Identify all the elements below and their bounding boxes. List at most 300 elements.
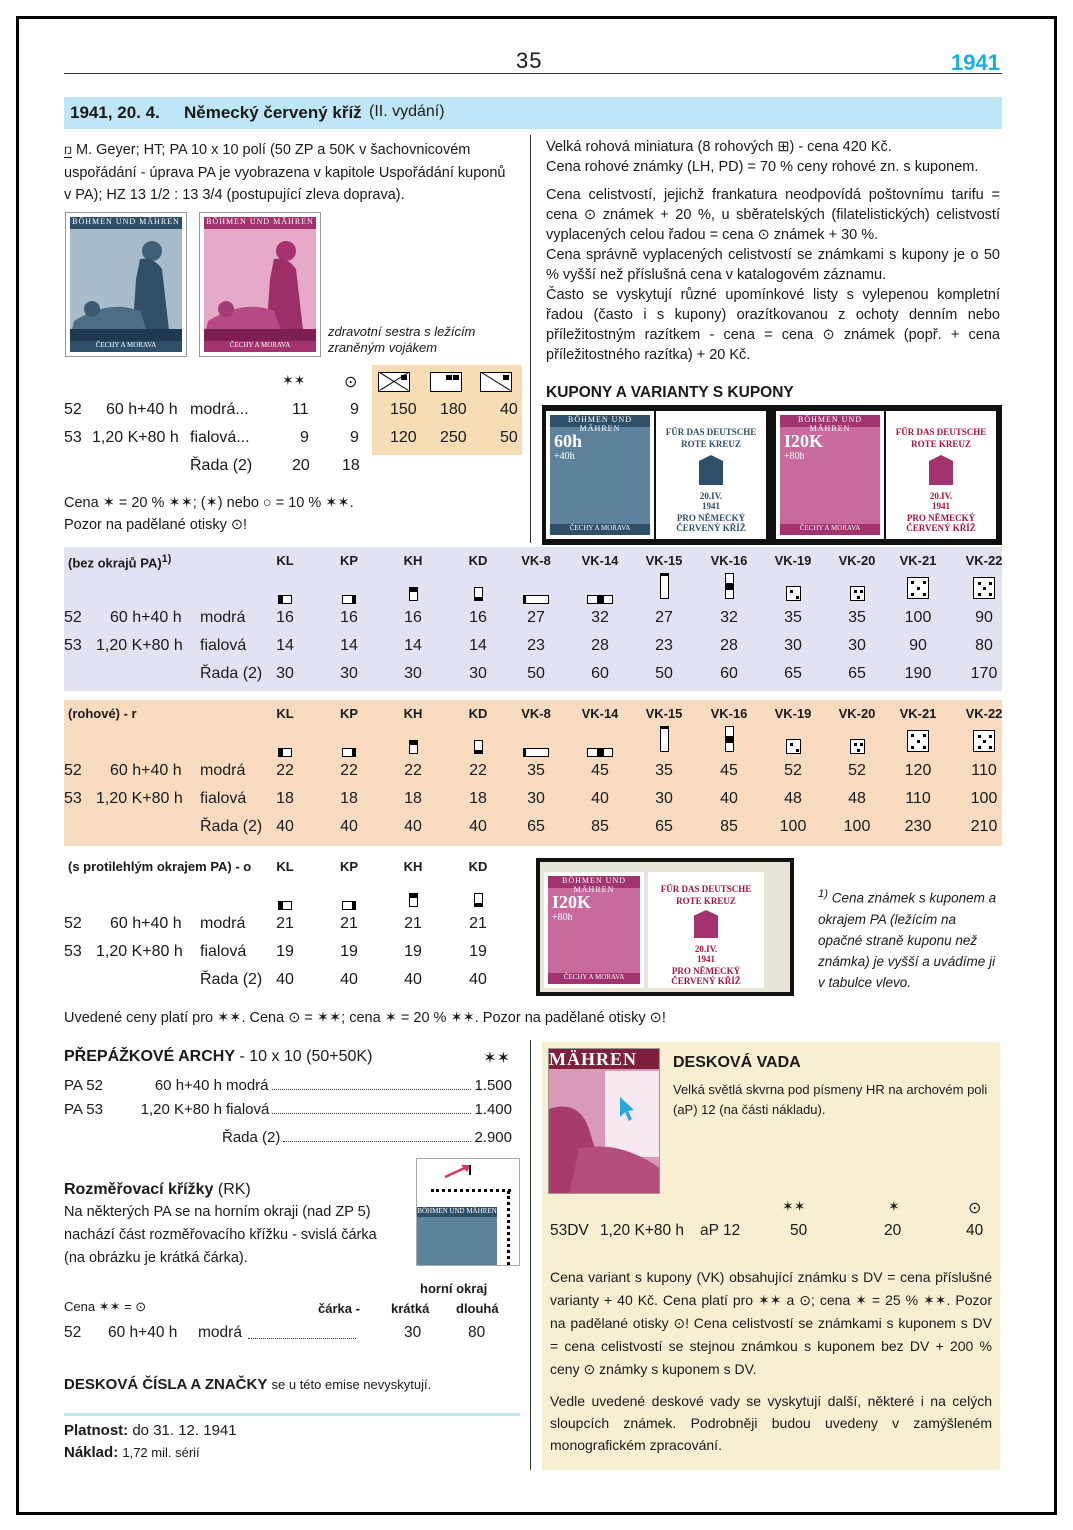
stamp-60h-image — [66, 213, 186, 356]
price-cover-2: 250 — [440, 429, 467, 446]
position-diagram-icon — [409, 740, 418, 754]
stamp-footer: ČECHY A MORAVA — [70, 341, 182, 352]
position-diagram-icon — [587, 595, 613, 604]
col-header-vk-16: VK-16 — [710, 553, 748, 568]
intro-line — [64, 139, 522, 162]
col-icon-holder — [342, 590, 356, 607]
vada-id: 53DV — [550, 1222, 589, 1239]
cat-no: 53 — [64, 790, 82, 807]
col-header-vk-19: VK-19 — [774, 553, 812, 568]
prepazkove-col-mint: ✶✶ — [483, 1050, 510, 1067]
price-vk-8: 27 — [527, 609, 545, 626]
naklad-value: 1,72 mil. sérií — [122, 1445, 200, 1460]
position-diagram-icon — [409, 587, 418, 601]
col-icon-holder — [786, 737, 801, 754]
position-diagram-icon — [523, 595, 549, 604]
position-diagram-icon — [660, 573, 669, 599]
stamp-value-main: I20K — [784, 431, 824, 451]
position-diagram-icon — [660, 726, 669, 752]
price-kl: 40 — [276, 818, 294, 835]
coupon-text-3: PRO NĚMECKÝ — [676, 513, 746, 523]
cat-no: 52 — [64, 1324, 82, 1341]
face-value: 1,20 K+80 h — [96, 790, 183, 807]
price-kd: 19 — [469, 943, 487, 960]
prepazkove-section — [64, 1048, 512, 1146]
stamp-value — [552, 894, 591, 926]
variant-table-bez — [0, 553, 1073, 693]
col-header-vk-19: VK-19 — [774, 706, 812, 721]
table-title: (rohové) - r — [68, 706, 137, 721]
vada-col-used: ⊙ — [968, 1200, 982, 1217]
nurse-illustration — [204, 229, 316, 349]
deskova-vada-box — [542, 1042, 1000, 1470]
prepazkove-row — [64, 1070, 512, 1094]
price-vk-8: 30 — [527, 790, 545, 807]
vada-value: 1,20 K+80 h — [600, 1222, 685, 1239]
price-kh: 21 — [404, 915, 422, 932]
col-header-kp: KP — [339, 706, 359, 721]
cover-icon-2 — [430, 372, 462, 392]
page-header — [64, 48, 1002, 74]
pa-value: 1,20 K+80 h — [140, 1101, 222, 1118]
margin-coupon-image — [536, 858, 794, 996]
title-band — [64, 97, 1002, 129]
price-vk-20: 35 — [848, 609, 866, 626]
position-diagram-icon — [523, 748, 549, 757]
price-kl: 18 — [276, 790, 294, 807]
caption-line-1: zdravotní sestra s ležícím — [328, 324, 476, 339]
face-value: 60 h+40 h — [108, 1324, 178, 1341]
rk-image — [416, 1158, 520, 1266]
price-kp: 30 — [340, 665, 358, 682]
stamp-color: fialová — [200, 637, 247, 654]
col-header-vk-22: VK-22 — [965, 706, 1003, 721]
rk-head-top: horní okraj — [420, 1281, 488, 1296]
footnote-mark: 1) — [161, 553, 172, 565]
position-diagram-icon — [409, 893, 418, 907]
col-header-vk-21: VK-21 — [899, 553, 937, 568]
col-icon-holder — [587, 743, 613, 760]
col-icon-holder — [409, 585, 418, 602]
vada-price-hinged: 20 — [884, 1222, 902, 1239]
stamp-color: modrá — [200, 915, 246, 932]
vada-price-mint: 50 — [790, 1222, 808, 1239]
price-vk-8: 50 — [527, 665, 545, 682]
intro-line-1: M. Geyer; HT; PA 10 x 10 polí (50 ZP a 50K v šachovnicovém — [76, 142, 471, 158]
stamp-header: BÖHMEN UND MÄHREN — [548, 876, 640, 888]
cover-icon-3 — [480, 372, 512, 392]
price-vk-15: 27 — [655, 609, 673, 626]
col-mint: ✶✶ — [282, 372, 306, 388]
position-diagram-icon — [907, 577, 929, 599]
rk-col-kratka: krátká — [391, 1301, 430, 1316]
price-notes — [64, 492, 354, 536]
col-header-vk-16: VK-16 — [710, 706, 748, 721]
coupon-date-2: 1941 — [697, 954, 715, 964]
cat-no: 53 — [64, 429, 82, 446]
pa-color: fialová — [226, 1101, 270, 1118]
coupon-text-2: ROTE KREUZ — [681, 439, 741, 449]
variant-table-rohove — [0, 706, 1073, 846]
price-vk-8: 23 — [527, 637, 545, 654]
position-diagram-icon — [278, 901, 292, 910]
price-vk-20: 65 — [848, 665, 866, 682]
stamp-caption — [328, 324, 475, 356]
position-diagram-icon — [342, 901, 356, 910]
cover-icon-1 — [378, 372, 410, 392]
footnote — [818, 884, 1000, 993]
rk-title: Rozměřovací křížky — [64, 1181, 214, 1198]
price-vk-21: 90 — [909, 637, 927, 654]
price-vk-22: 100 — [970, 790, 998, 807]
col-header-kh: KH — [403, 706, 423, 721]
stamp-color: modrá — [200, 762, 246, 779]
price-vk-19: 52 — [784, 762, 802, 779]
right-column-text — [546, 137, 1000, 365]
stamp-color: fialová... — [190, 429, 250, 446]
price-kp: 40 — [340, 818, 358, 835]
price-kh: 14 — [404, 637, 422, 654]
price-kh: 40 — [404, 818, 422, 835]
rk-price-dlouha: 80 — [468, 1324, 486, 1341]
col-icon-holder — [660, 726, 669, 752]
price-vk-22: 170 — [970, 665, 998, 682]
position-diagram-icon — [725, 726, 734, 752]
stamp-value-main: I20K — [552, 892, 592, 912]
vada-price-used: 40 — [966, 1222, 984, 1239]
stamp-value — [554, 433, 582, 465]
issue-date: 1941, 20. 4. — [70, 103, 160, 122]
col-header-vk-14: VK-14 — [581, 706, 619, 721]
price-vk-21: 230 — [904, 818, 932, 835]
position-diagram-icon — [474, 893, 483, 907]
price-kl: 14 — [276, 637, 294, 654]
price-kd: 16 — [469, 609, 487, 626]
price-kd: 21 — [469, 915, 487, 932]
price-kl: 22 — [276, 762, 294, 779]
stamp-value-main: 60h — [554, 431, 583, 451]
col-header-vk-8: VK-8 — [521, 706, 551, 721]
col-icon-holder — [725, 573, 734, 599]
table-title: (s protilehlým okrajem PA) - o — [68, 859, 252, 874]
coupon-text-1: FÜR DAS DEUTSCHE — [660, 884, 752, 894]
position-diagram-icon — [786, 586, 801, 601]
page-year: 1941 — [951, 50, 1000, 75]
stamp-color: modrá — [200, 609, 246, 626]
plate-flaw-text: MÄHREN — [549, 1049, 660, 1069]
intro-text — [64, 139, 522, 206]
price-cover-3: 50 — [500, 429, 518, 446]
col-icon-holder — [907, 577, 929, 599]
stamp-value — [784, 433, 823, 465]
price-vk-16: 28 — [720, 637, 738, 654]
price-vk-22: 210 — [970, 818, 998, 835]
face-value: 1,20 K+80 h — [96, 943, 183, 960]
price-vk-20: 48 — [848, 790, 866, 807]
col-header-kl: KL — [276, 553, 294, 568]
col-header-vk-20: VK-20 — [838, 706, 876, 721]
coupon-text-4: ČERVENÝ KŘÍŽ — [906, 523, 976, 533]
face-value: 1,20 K+80 h — [92, 429, 179, 446]
price-used: 9 — [350, 401, 359, 418]
price-vk-20: 52 — [848, 762, 866, 779]
stamp-120k-image — [200, 213, 320, 356]
price-note-1: Cena ✶ = 20 % ✶✶; (✶) nebo ○ = 10 % ✶✶. — [64, 495, 354, 511]
red-cross-eagle-icon — [694, 910, 718, 938]
col-icon-holder — [342, 743, 356, 760]
naklad-label: Náklad: — [64, 1444, 119, 1461]
coupon-text-4: ČERVENÝ KŘÍŽ — [671, 976, 741, 986]
price-kp: 22 — [340, 762, 358, 779]
vada-title: DESKOVÁ VADA — [673, 1054, 801, 1071]
stamp-color: modrá — [198, 1324, 242, 1341]
stamp-footer: ČECHY A MORAVA — [550, 524, 650, 535]
col-header-kp: KP — [339, 859, 359, 874]
price-kd: 22 — [469, 762, 487, 779]
vada-description: Velká světlá skvrna pod písmeny HR na archovém poli (aP) 12 (na části nákladu). — [673, 1082, 988, 1117]
col-header-kh: KH — [403, 553, 423, 568]
price-vk-16: 32 — [720, 609, 738, 626]
position-diagram-icon — [587, 748, 613, 757]
price-vk-16: 85 — [720, 818, 738, 835]
col-header-vk-15: VK-15 — [645, 553, 683, 568]
col-header-vk-8: VK-8 — [521, 553, 551, 568]
prepazkove-series — [64, 1118, 512, 1146]
price-vk-8: 35 — [527, 762, 545, 779]
price-kh: 30 — [404, 665, 422, 682]
price-vk-21: 190 — [904, 665, 932, 682]
intro-line-2: uspořádání - úprava PA je vyobrazena v kapitole Uspořádání kuponů — [64, 165, 506, 181]
col-icon-holder — [907, 730, 929, 752]
stamp-header: BÖHMEN UND MÄHREN — [780, 415, 880, 427]
price-vk-19: 48 — [784, 790, 802, 807]
price-vk-19: 35 — [784, 609, 802, 626]
pa-value: 60 h+40 h — [154, 1077, 222, 1094]
platnost-label: Platnost: — [64, 1422, 129, 1439]
price-kl: 40 — [276, 971, 294, 988]
position-diagram-icon — [278, 748, 292, 757]
stamp-value-sub: +80h — [552, 912, 573, 923]
col-icon-holder — [523, 590, 549, 607]
price-vk-15: 30 — [655, 790, 673, 807]
stamp-value-sub: +80h — [784, 451, 805, 462]
rk-text-3: (na obrázku je krátká čárka). — [64, 1250, 248, 1266]
price-used: 9 — [350, 429, 359, 446]
col-header-kd: KD — [468, 553, 488, 568]
price-mint: 9 — [300, 429, 309, 446]
coupon-date-1: 20.IV. — [694, 944, 718, 954]
platnost — [64, 1422, 237, 1439]
series-label: Řada (2) — [200, 971, 263, 988]
pa-color: modrá — [226, 1077, 269, 1094]
rk-col-carka: čárka - — [318, 1301, 360, 1316]
deskova-cisla — [64, 1376, 431, 1393]
vada-col-hinged: ✶ — [888, 1198, 900, 1214]
series-label: Řada (2) — [200, 818, 263, 835]
price-vk-15: 23 — [655, 637, 673, 654]
face-value: 1,20 K+80 h — [96, 637, 183, 654]
position-diagram-icon — [342, 748, 356, 757]
coupon-text-1: FÜR DAS DEUTSCHE — [665, 427, 757, 437]
price-vk-16: 60 — [720, 665, 738, 682]
footnote-mark: 1) — [818, 888, 829, 900]
deskova-cisla-title: DESKOVÁ ČÍSLA A ZNAČKY — [64, 1376, 268, 1393]
price-vk-22: 80 — [975, 637, 993, 654]
pa-price: 1.400 — [474, 1101, 512, 1118]
stamp-header: BÖHMEN UND MÄHREN — [204, 217, 316, 229]
price-vk-15: 35 — [655, 762, 673, 779]
price-vk-14: 32 — [591, 609, 609, 626]
col-icon-holder — [342, 896, 356, 913]
pa-series-label: Řada (2) — [222, 1129, 281, 1146]
stamp-header: BÖHMEN UND MÄHREN — [550, 415, 650, 427]
section-rule — [64, 1413, 520, 1416]
col-icon-holder — [474, 891, 483, 908]
coupon-text-2: ROTE KREUZ — [676, 896, 736, 906]
prepazkove-format: - 10 x 10 (50+50K) — [239, 1048, 373, 1065]
rk-col-dlouha: dlouhá — [456, 1301, 499, 1316]
series-label: Řada (2) — [200, 665, 263, 682]
price-vk-14: 60 — [591, 665, 609, 682]
price-kh: 19 — [404, 943, 422, 960]
vada-position: aP 12 — [700, 1222, 741, 1239]
col-icon-holder — [474, 738, 483, 755]
prepazkove-row — [64, 1094, 512, 1118]
coupon-date-1: 20.IV. — [699, 491, 723, 501]
footnote-text: Cena známek s kuponem a okrajem PA (ležícím na opačné straně kuponu než známka) je vyšší a uvádíme ji v tabulce vlevo. — [818, 890, 997, 990]
stamp-footer: ČECHY A MORAVA — [548, 973, 640, 984]
cat-no: 53 — [64, 637, 82, 654]
kupony-heading: KUPONY A VARIANTY S KUPONY — [546, 384, 794, 401]
price-kd: 14 — [469, 637, 487, 654]
stamp-value-sub: +40h — [554, 451, 575, 462]
rk-suffix: (RK) — [217, 1181, 251, 1198]
position-diagram-icon — [973, 730, 995, 752]
price-kp: 21 — [340, 915, 358, 932]
position-diagram-icon — [725, 573, 734, 599]
price-vk-14: 85 — [591, 818, 609, 835]
col-icon-holder — [973, 730, 995, 752]
coupon-label — [886, 411, 996, 539]
col-header-kl: KL — [276, 859, 294, 874]
stamp-120k-with-coupon — [776, 411, 884, 539]
rk-price-kratka: 30 — [404, 1324, 422, 1341]
col-icon-holder — [409, 891, 418, 908]
stamp-120k-image — [544, 872, 644, 988]
col-icon-holder — [587, 590, 613, 607]
cat-no: 52 — [64, 401, 82, 418]
rk-section — [64, 1178, 414, 1270]
price-kh: 22 — [404, 762, 422, 779]
col-header-kh: KH — [403, 859, 423, 874]
coupon-pairs-image — [542, 405, 1002, 545]
price-cover-2: 180 — [440, 401, 467, 418]
coupon-text-2: ROTE KREUZ — [911, 439, 971, 449]
price-vk-15: 50 — [655, 665, 673, 682]
col-icon-holder — [850, 737, 865, 754]
col-icon-holder — [409, 738, 418, 755]
vada-note-1: Cena variant s kupony (VK) obsahující známku s DV = cena příslušné varianty + 40 Kč. Cena platí pro ✶✶ a ⊙; cena ✶ = 25 % ✶✶. Pozor na padělané otisky ⊙! Cena celistvostí se známkami s kuponem s DV = cena celistvostí se stejnou známkou s kuponem bez DV + 200 % ceny ⊙ známky s kuponem s DV. — [550, 1269, 992, 1377]
price-vk-14: 28 — [591, 637, 609, 654]
column-divider — [530, 135, 531, 543]
price-vk-19: 30 — [784, 637, 802, 654]
stamp-corner — [417, 1207, 497, 1265]
pa-id: PA 52 — [64, 1077, 103, 1094]
col-header-vk-22: VK-22 — [965, 553, 1003, 568]
price-vk-20: 100 — [843, 818, 871, 835]
col-header-kd: KD — [468, 706, 488, 721]
face-value: 60 h+40 h — [106, 401, 178, 418]
price-vk-19: 100 — [779, 818, 807, 835]
price-kl: 21 — [276, 915, 294, 932]
price-kl: 16 — [276, 609, 294, 626]
price-mint: 11 — [292, 401, 309, 418]
col-icon-holder — [278, 590, 292, 607]
rk-text-1: Na některých PA se na horním okraji (nad ZP 5) — [64, 1204, 371, 1220]
price-cover-3: 40 — [500, 401, 518, 418]
col-icon-holder — [786, 584, 801, 601]
price-kd: 40 — [469, 971, 487, 988]
cat-no: 52 — [64, 609, 82, 626]
stamp-header: BÖHMEN UND MÄHREN — [417, 1207, 497, 1215]
face-value: 60 h+40 h — [110, 915, 182, 932]
price-kp: 19 — [340, 943, 358, 960]
intro-line-3: v PA); HZ 13 1/2 : 13 3/4 (postupující zleva doprava). — [64, 187, 405, 203]
coupon-date-2: 1941 — [932, 501, 950, 511]
pa-series-price: 2.900 — [474, 1129, 512, 1146]
coupon-date-1: 20.IV. — [929, 491, 953, 501]
pointer-arrow-icon — [617, 1095, 637, 1125]
cat-no: 52 — [64, 915, 82, 932]
price-kh: 16 — [404, 609, 422, 626]
issue-name: Německý červený kříž — [184, 103, 362, 122]
table-title: (bez okrajů PA)$^{1)}$ — [68, 553, 172, 571]
price-vk-22: 90 — [975, 609, 993, 626]
series-used: 18 — [342, 457, 360, 474]
general-price-note: Uvedené ceny platí pro ✶✶. Cena ⊙ = ✶✶; cena ✶ = 20 % ✶✶. Pozor na padělané otisky ⊙! — [64, 1010, 666, 1026]
vada-note-2: Vedle uvedené deskové vady se vyskytují další, některé i na celých sloupcích známek. Podrobněji budou uvedeny v zamýšleném monografickém zpracování. — [550, 1393, 992, 1453]
col-icon-holder — [523, 743, 549, 760]
price-cover-1: 120 — [390, 429, 417, 446]
stamp-60h-with-coupon — [546, 411, 654, 539]
position-diagram-icon — [474, 740, 483, 754]
col-used: ⊙ — [344, 374, 358, 391]
covers-note: Cena celistvostí, jejichž frankatura neodpovídá poštovnímu tarifu = cena ⊙ známek + 20 %, u sběratelských (filatelistických) celistvostí vyplacených celou řadou = cena ⊙ známek + 30 %. — [546, 187, 1000, 243]
price-vk-21: 110 — [905, 790, 931, 807]
col-header-vk-21: VK-21 — [899, 706, 937, 721]
price-vk-14: 45 — [591, 762, 609, 779]
price-kp: 14 — [340, 637, 358, 654]
platnost-value: do 31. 12. 1941 — [132, 1422, 237, 1439]
red-cross-eagle-icon — [929, 455, 953, 485]
face-value: 60 h+40 h — [110, 609, 182, 626]
col-icon-holder — [850, 584, 865, 601]
price-kp: 16 — [340, 609, 358, 626]
deskova-cisla-text: se u této emise nevyskytují. — [271, 1377, 432, 1392]
coupon-covers-note: Cena správně vyplacených celistvostí se známkami s kupony je o 50 % vyšší než příslušná cena v katalogovém záznamu. — [546, 247, 1000, 283]
price-vk-16: 40 — [720, 790, 738, 807]
red-cross-eagle-icon — [699, 455, 723, 485]
position-diagram-icon — [474, 587, 483, 601]
col-icon-holder — [973, 577, 995, 599]
price-cover-1: 150 — [390, 401, 417, 418]
price-note-2: Pozor na padělané otisky ⊙! — [64, 517, 248, 533]
position-diagram-icon — [786, 739, 801, 754]
col-header-vk-20: VK-20 — [838, 553, 876, 568]
pa-price: 1.500 — [474, 1077, 512, 1094]
price-vk-16: 45 — [720, 762, 738, 779]
coupon-label — [648, 872, 764, 988]
